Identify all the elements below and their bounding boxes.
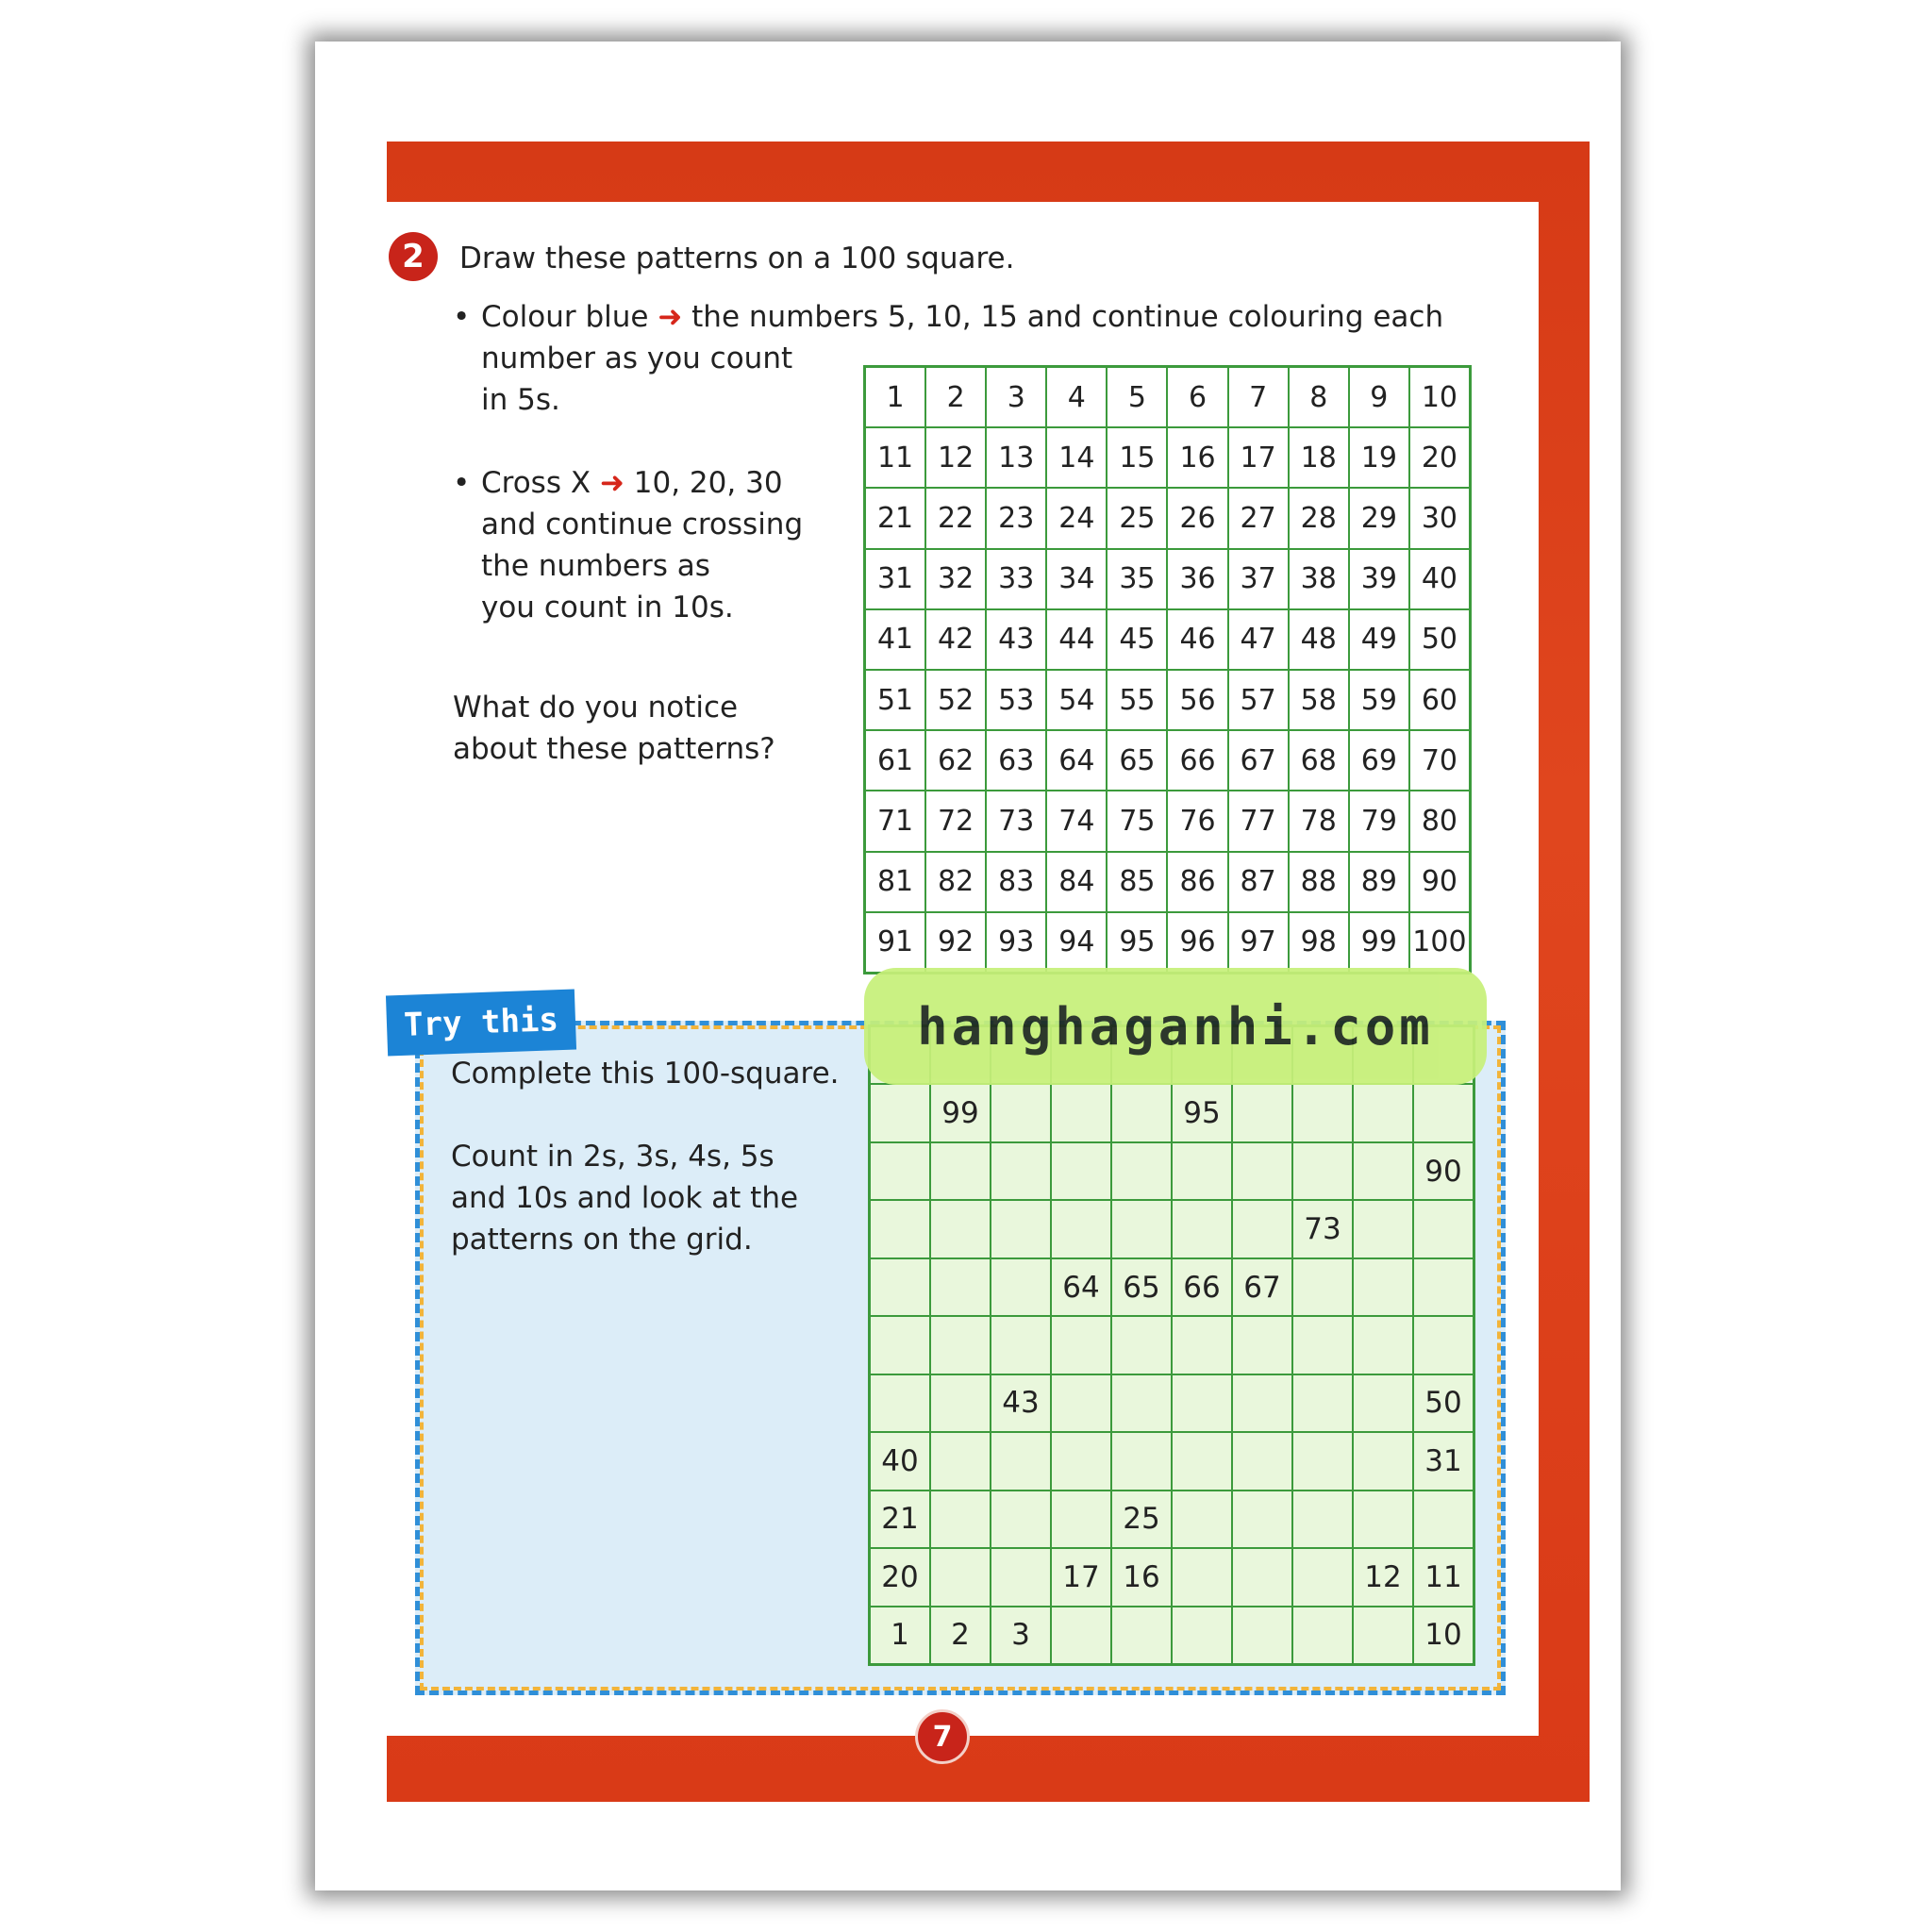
hundred-square-cell: 35 (1107, 549, 1167, 609)
hundred-square-cell: 9 (1349, 367, 1409, 427)
hundred-square-cell: 11 (865, 427, 925, 488)
hundred-square-cell: 89 (1349, 852, 1409, 912)
hundred-square-cell: 10 (1409, 367, 1470, 427)
try-this-line4: patterns on the grid. (451, 1223, 753, 1257)
hundred-square-cell: 48 (1289, 609, 1349, 670)
notice-line1: What do you notice (453, 691, 739, 724)
hundred-square-cell: 27 (1228, 488, 1289, 548)
hundred-square-cell: 73 (986, 791, 1046, 851)
hundred-square-cell: 84 (1046, 852, 1107, 912)
hundred-square-cell: 18 (1289, 427, 1349, 488)
partial-square-cell: 3 (991, 1607, 1051, 1664)
partial-square-cell (1172, 1374, 1232, 1432)
hundred-square-cell: 85 (1107, 852, 1167, 912)
bullet2-line1 (481, 462, 783, 504)
partial-square-cell (930, 1432, 991, 1490)
partial-square-cell (1353, 1374, 1413, 1432)
partial-square-cell (870, 1258, 930, 1316)
partial-square-cell (991, 1432, 1051, 1490)
partial-square-cell: 40 (870, 1432, 930, 1490)
hundred-square-cell: 2 (925, 367, 986, 427)
partial-square-cell (1292, 1548, 1353, 1606)
hundred-square-cell: 60 (1409, 670, 1470, 730)
hundred-square-cell: 86 (1167, 852, 1227, 912)
partial-square-cell (1292, 1491, 1353, 1548)
hundred-square-cell: 29 (1349, 488, 1409, 548)
hundred-square-cell: 79 (1349, 791, 1409, 851)
partial-square-cell (1172, 1142, 1232, 1200)
hundred-square-cell: 82 (925, 852, 986, 912)
partial-square-cell (1292, 1142, 1353, 1200)
partial-square-cell (991, 1316, 1051, 1374)
partial-square-cell: 12 (1353, 1548, 1413, 1606)
try-this-line1: Complete this 100-square. (451, 1057, 840, 1091)
hundred-square-cell: 100 (1409, 912, 1470, 973)
partial-square-cell: 64 (1051, 1258, 1111, 1316)
hundred-square-cell: 59 (1349, 670, 1409, 730)
hundred-square-cell: 3 (986, 367, 1046, 427)
partial-square-cell (1051, 1432, 1111, 1490)
hundred-square-grid (863, 365, 1472, 974)
hundred-square-cell: 34 (1046, 549, 1107, 609)
partial-square-cell (1413, 1258, 1474, 1316)
partial-square-cell (991, 1084, 1051, 1141)
hundred-square-cell: 97 (1228, 912, 1289, 973)
hundred-square-cell: 95 (1107, 912, 1167, 973)
hundred-square-cell: 36 (1167, 549, 1227, 609)
partial-square-cell (1172, 1607, 1232, 1664)
partial-square-cell: 67 (1232, 1258, 1292, 1316)
partial-square-cell (1051, 1374, 1111, 1432)
partial-square-cell (991, 1200, 1051, 1257)
hundred-square-cell: 87 (1228, 852, 1289, 912)
partial-square-cell: 17 (1051, 1548, 1111, 1606)
partial-square-cell (1232, 1084, 1292, 1141)
try-this-tag: Try this (386, 990, 576, 1057)
partial-square-cell (930, 1142, 991, 1200)
bullet1-line1 (481, 296, 1443, 338)
partial-square-cell (1292, 1374, 1353, 1432)
hundred-square-cell: 13 (986, 427, 1046, 488)
partial-square-cell (1232, 1432, 1292, 1490)
partial-square-cell (1111, 1316, 1172, 1374)
partial-square-cell (991, 1258, 1051, 1316)
arrow-icon: ➜ (599, 466, 625, 500)
hundred-square-cell: 1 (865, 367, 925, 427)
bullet1-part-b: the numbers 5, 10, 15 and continue colouring each (691, 300, 1444, 334)
hundred-square-cell: 58 (1289, 670, 1349, 730)
hundred-square-cell: 91 (865, 912, 925, 973)
hundred-square-cell: 63 (986, 730, 1046, 791)
partial-square-cell: 10 (1413, 1607, 1474, 1664)
bullet1-line3: in 5s. (481, 383, 560, 417)
hundred-square-cell: 55 (1107, 670, 1167, 730)
partial-square-cell (1111, 1200, 1172, 1257)
bullet1-line2: number as you count (481, 341, 793, 375)
hundred-square-cell: 80 (1409, 791, 1470, 851)
bullet1-part-a: Colour blue (481, 300, 649, 334)
partial-square-cell (1353, 1142, 1413, 1200)
hundred-square-cell: 94 (1046, 912, 1107, 973)
hundred-square-cell: 46 (1167, 609, 1227, 670)
hundred-square-cell: 32 (925, 549, 986, 609)
hundred-square-cell: 50 (1409, 609, 1470, 670)
page-number-badge: 7 (915, 1709, 970, 1764)
hundred-square-cell: 37 (1228, 549, 1289, 609)
hundred-square-cell: 31 (865, 549, 925, 609)
partial-square-cell (930, 1258, 991, 1316)
partial-square-cell: 66 (1172, 1258, 1232, 1316)
partial-square-cell (1172, 1548, 1232, 1606)
partial-square-cell: 99 (930, 1084, 991, 1141)
hundred-square-cell: 71 (865, 791, 925, 851)
bullet2-line3: the numbers as (481, 549, 710, 583)
partial-square-cell (1051, 1084, 1111, 1141)
try-this-line2: Count in 2s, 3s, 4s, 5s (451, 1140, 774, 1174)
partial-square-cell (1353, 1607, 1413, 1664)
partial-square-cell (1172, 1491, 1232, 1548)
partial-square-cell (1353, 1432, 1413, 1490)
partial-square-cell (991, 1142, 1051, 1200)
hundred-square-cell: 96 (1167, 912, 1227, 973)
hundred-square-cell: 28 (1289, 488, 1349, 548)
partial-square-cell (1111, 1374, 1172, 1432)
notice-line2: about these patterns? (453, 732, 775, 766)
hundred-square-cell: 57 (1228, 670, 1289, 730)
hundred-square-cell: 45 (1107, 609, 1167, 670)
partial-square-cell (1413, 1200, 1474, 1257)
partial-square-cell (930, 1374, 991, 1432)
partial-square-cell (1172, 1200, 1232, 1257)
partial-square-cell (1292, 1432, 1353, 1490)
partial-square-cell (1292, 1607, 1353, 1664)
hundred-square-cell: 19 (1349, 427, 1409, 488)
partial-square-cell (1232, 1491, 1292, 1548)
partial-square-cell: 50 (1413, 1374, 1474, 1432)
hundred-square-cell: 30 (1409, 488, 1470, 548)
hundred-square-cell: 77 (1228, 791, 1289, 851)
partial-square-cell (1353, 1258, 1413, 1316)
partial-square-cell (1232, 1200, 1292, 1257)
hundred-square-cell: 56 (1167, 670, 1227, 730)
partial-square-cell (1413, 1316, 1474, 1374)
hundred-square-cell: 20 (1409, 427, 1470, 488)
partial-square-cell (1232, 1374, 1292, 1432)
bullet2-part-a: Cross X (481, 466, 591, 500)
partial-square-cell (1292, 1084, 1353, 1141)
hundred-square-cell: 88 (1289, 852, 1349, 912)
hundred-square-cell: 43 (986, 609, 1046, 670)
hundred-square-cell: 40 (1409, 549, 1470, 609)
hundred-square-cell: 65 (1107, 730, 1167, 791)
hundred-square-cell: 92 (925, 912, 986, 973)
hundred-square-cell: 44 (1046, 609, 1107, 670)
partial-square-cell: 25 (1111, 1491, 1172, 1548)
partial-square-cell (870, 1200, 930, 1257)
partial-square-cell: 43 (991, 1374, 1051, 1432)
hundred-square-cell: 67 (1228, 730, 1289, 791)
partial-square-cell (930, 1548, 991, 1606)
hundred-square-cell: 74 (1046, 791, 1107, 851)
arrow-icon: ➜ (658, 300, 683, 334)
hundred-square-cell: 81 (865, 852, 925, 912)
hundred-square-cell: 6 (1167, 367, 1227, 427)
partial-square-cell (1051, 1607, 1111, 1664)
partial-square-cell: 95 (1172, 1084, 1232, 1141)
partial-square-cell (1051, 1316, 1111, 1374)
hundred-square-cell: 72 (925, 791, 986, 851)
hundred-square-cell: 62 (925, 730, 986, 791)
hundred-square-cell: 66 (1167, 730, 1227, 791)
partial-hundred-square-grid (868, 1024, 1475, 1666)
hundred-square-cell: 38 (1289, 549, 1349, 609)
partial-square-cell (870, 1142, 930, 1200)
partial-square-cell: 16 (1111, 1548, 1172, 1606)
hundred-square-cell: 12 (925, 427, 986, 488)
partial-square-cell: 2 (930, 1607, 991, 1664)
hundred-square-cell: 17 (1228, 427, 1289, 488)
partial-square-cell (870, 1084, 930, 1141)
partial-square-cell: 65 (1111, 1258, 1172, 1316)
partial-square-cell: 31 (1413, 1432, 1474, 1490)
hundred-square-cell: 54 (1046, 670, 1107, 730)
partial-square-cell (930, 1200, 991, 1257)
hundred-square-cell: 75 (1107, 791, 1167, 851)
partial-square-cell (1232, 1142, 1292, 1200)
partial-square-cell (930, 1491, 991, 1548)
hundred-square-cell: 25 (1107, 488, 1167, 548)
partial-square-cell (1353, 1084, 1413, 1141)
hundred-square-cell: 39 (1349, 549, 1409, 609)
partial-square-cell (1232, 1548, 1292, 1606)
hundred-square-cell: 99 (1349, 912, 1409, 973)
partial-square-cell (1413, 1491, 1474, 1548)
partial-square-cell (1051, 1200, 1111, 1257)
hundred-square-cell: 83 (986, 852, 1046, 912)
question-title: Draw these patterns on a 100 square. (459, 242, 1015, 275)
partial-square-cell (1232, 1607, 1292, 1664)
hundred-square-cell: 23 (986, 488, 1046, 548)
hundred-square-cell: 14 (1046, 427, 1107, 488)
partial-square-cell (1232, 1316, 1292, 1374)
hundred-square-cell: 24 (1046, 488, 1107, 548)
hundred-square-cell: 4 (1046, 367, 1107, 427)
partial-square-cell: 20 (870, 1548, 930, 1606)
hundred-square-cell: 42 (925, 609, 986, 670)
hundred-square-cell: 33 (986, 549, 1046, 609)
hundred-square-cell: 26 (1167, 488, 1227, 548)
partial-square-cell (1292, 1258, 1353, 1316)
hundred-square-cell: 51 (865, 670, 925, 730)
partial-square-cell (1111, 1432, 1172, 1490)
bullet2-part-b: 10, 20, 30 (633, 466, 783, 500)
hundred-square-cell: 15 (1107, 427, 1167, 488)
partial-square-cell: 1 (870, 1607, 930, 1664)
hundred-square-cell: 68 (1289, 730, 1349, 791)
hundred-square-cell: 16 (1167, 427, 1227, 488)
partial-square-cell (1111, 1084, 1172, 1141)
bullet2-line2: and continue crossing (481, 508, 804, 541)
partial-square-cell (1292, 1316, 1353, 1374)
partial-square-cell: 90 (1413, 1142, 1474, 1200)
partial-square-cell (870, 1374, 930, 1432)
try-this-line3: and 10s and look at the (451, 1181, 799, 1215)
partial-square-cell (1353, 1491, 1413, 1548)
partial-square-cell (1111, 1607, 1172, 1664)
hundred-square-cell: 70 (1409, 730, 1470, 791)
partial-square-cell (1172, 1316, 1232, 1374)
question-number-badge: 2 (389, 232, 438, 281)
partial-square-cell (870, 1316, 930, 1374)
partial-square-cell (1172, 1432, 1232, 1490)
hundred-square-cell: 69 (1349, 730, 1409, 791)
hundred-square-cell: 49 (1349, 609, 1409, 670)
hundred-square-cell: 53 (986, 670, 1046, 730)
hundred-square-cell: 76 (1167, 791, 1227, 851)
bullet-dot: • (453, 466, 471, 500)
hundred-square-cell: 41 (865, 609, 925, 670)
hundred-square-cell: 52 (925, 670, 986, 730)
partial-square-cell: 73 (1292, 1200, 1353, 1257)
hundred-square-cell: 78 (1289, 791, 1349, 851)
hundred-square-cell: 93 (986, 912, 1046, 973)
partial-square-cell (1051, 1142, 1111, 1200)
partial-square-cell (1353, 1316, 1413, 1374)
hundred-square-cell: 47 (1228, 609, 1289, 670)
hundred-square-cell: 7 (1228, 367, 1289, 427)
hundred-square-cell: 64 (1046, 730, 1107, 791)
partial-square-cell (991, 1548, 1051, 1606)
partial-square-cell (991, 1491, 1051, 1548)
hundred-square-cell: 22 (925, 488, 986, 548)
partial-square-cell: 21 (870, 1491, 930, 1548)
partial-square-cell (930, 1316, 991, 1374)
hundred-square-cell: 98 (1289, 912, 1349, 973)
partial-square-cell (1413, 1084, 1474, 1141)
hundred-square-cell: 90 (1409, 852, 1470, 912)
partial-square-cell (1051, 1491, 1111, 1548)
bullet-dot: • (453, 300, 471, 334)
partial-square-cell (1111, 1142, 1172, 1200)
hundred-square-cell: 5 (1107, 367, 1167, 427)
bullet2-line4: you count in 10s. (481, 591, 734, 625)
hundred-square-cell: 61 (865, 730, 925, 791)
partial-square-cell (1353, 1200, 1413, 1257)
partial-square-cell: 11 (1413, 1548, 1474, 1606)
hundred-square-cell: 8 (1289, 367, 1349, 427)
watermark-banner: hanghaganhi.com (864, 968, 1487, 1085)
hundred-square-cell: 21 (865, 488, 925, 548)
